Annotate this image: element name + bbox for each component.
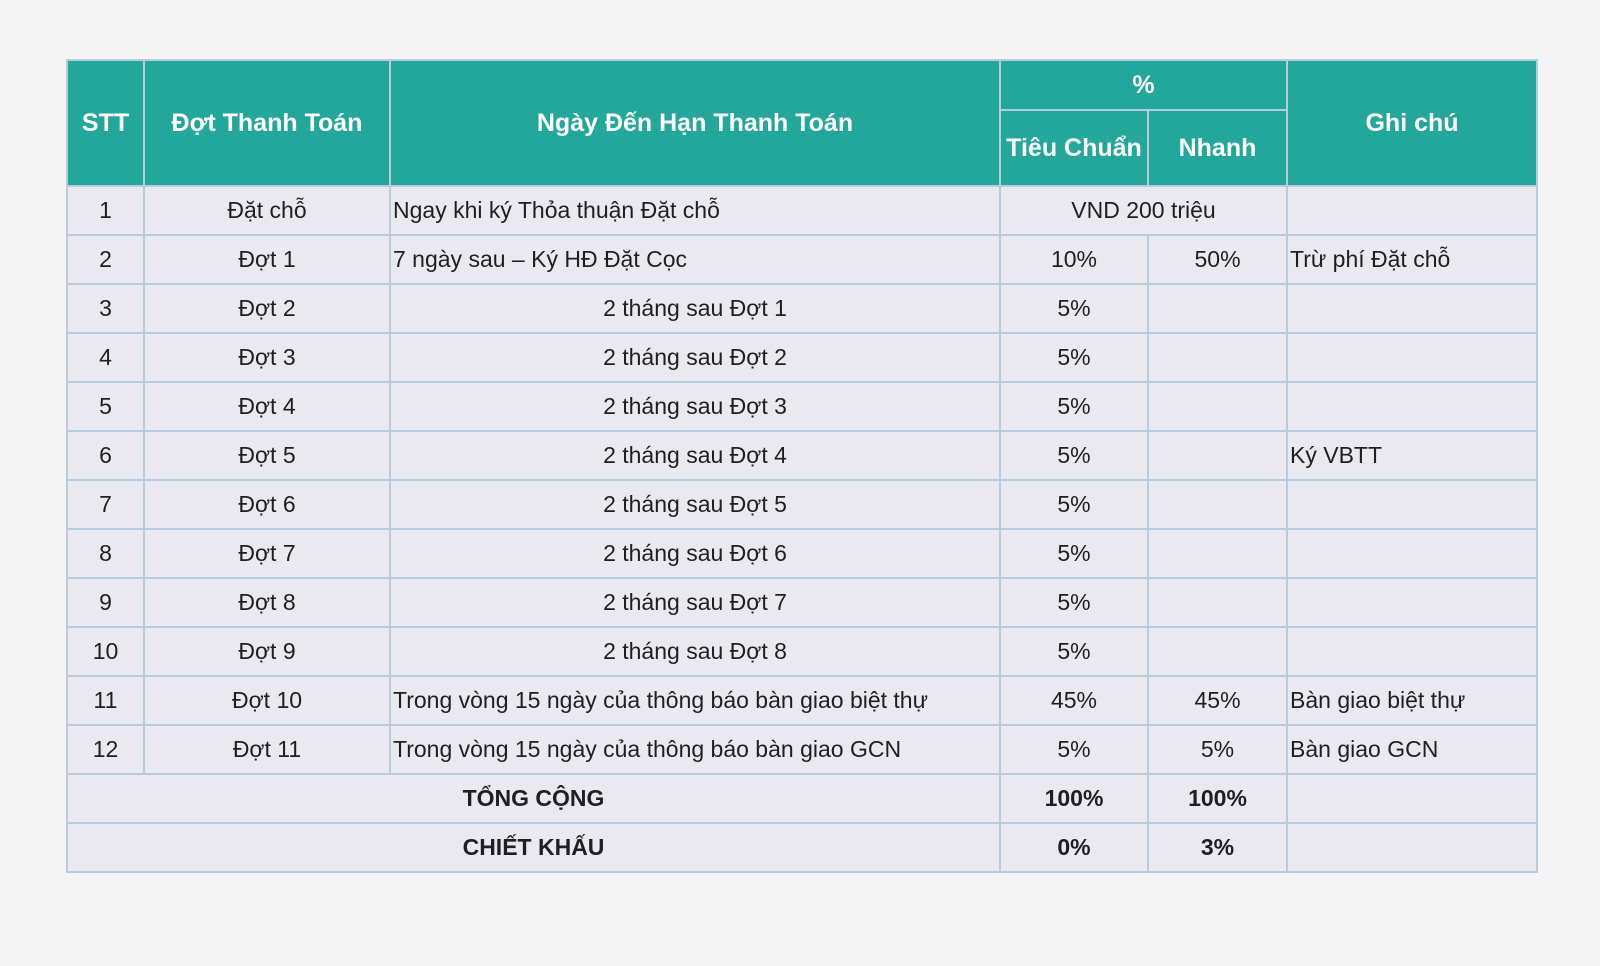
cell-ghi-chu: Ký VBTT xyxy=(1287,431,1537,480)
cell-dot: Đợt 6 xyxy=(144,480,390,529)
table-row xyxy=(67,333,1537,382)
cell-stt: 11 xyxy=(67,676,144,725)
cell-merged-amount: VND 200 triệu xyxy=(1000,186,1287,235)
cell-stt: 8 xyxy=(67,529,144,578)
cell-tieu-chuan: 5% xyxy=(1000,382,1148,431)
table-row xyxy=(67,725,1537,774)
header-tieu-chuan: Tiêu Chuẩn xyxy=(1000,110,1148,186)
cell-ghi-chu xyxy=(1287,382,1537,431)
cell-stt: 1 xyxy=(67,186,144,235)
cell-ghi-chu xyxy=(1287,480,1537,529)
cell-dot: Đợt 4 xyxy=(144,382,390,431)
cell-nhanh xyxy=(1148,578,1287,627)
cell-stt: 3 xyxy=(67,284,144,333)
cell-nhanh xyxy=(1148,284,1287,333)
total-label: TỔNG CỘNG xyxy=(67,774,1000,823)
discount-label: CHIẾT KHẤU xyxy=(67,823,1000,872)
total-row xyxy=(67,774,1537,823)
cell-ghi-chu xyxy=(1287,333,1537,382)
cell-nhanh: 5% xyxy=(1148,725,1287,774)
cell-nhanh: 50% xyxy=(1148,235,1287,284)
cell-dot: Đợt 8 xyxy=(144,578,390,627)
cell-ngay: 2 tháng sau Đợt 4 xyxy=(390,431,1000,480)
cell-dot: Đợt 10 xyxy=(144,676,390,725)
table-body xyxy=(67,186,1537,872)
header-dot-thanh-toan: Đợt Thanh Toán xyxy=(144,60,390,186)
table-row xyxy=(67,627,1537,676)
table-row xyxy=(67,529,1537,578)
table-row xyxy=(67,480,1537,529)
cell-dot: Đợt 2 xyxy=(144,284,390,333)
discount-ghi-chu xyxy=(1287,823,1537,872)
cell-ghi-chu xyxy=(1287,627,1537,676)
cell-ngay: 7 ngày sau – Ký HĐ Đặt Cọc xyxy=(390,235,1000,284)
discount-row xyxy=(67,823,1537,872)
header-nhanh: Nhanh xyxy=(1148,110,1287,186)
cell-tieu-chuan: 5% xyxy=(1000,284,1148,333)
table-row xyxy=(67,431,1537,480)
cell-ngay: Trong vòng 15 ngày của thông báo bàn giao GCN xyxy=(390,725,1000,774)
cell-ngay: 2 tháng sau Đợt 5 xyxy=(390,480,1000,529)
total-tieu-chuan: 100% xyxy=(1000,774,1148,823)
table-row xyxy=(67,382,1537,431)
cell-ghi-chu: Bàn giao biệt thự xyxy=(1287,676,1537,725)
cell-stt: 9 xyxy=(67,578,144,627)
cell-dot: Đợt 11 xyxy=(144,725,390,774)
payment-table xyxy=(66,59,1538,873)
cell-nhanh xyxy=(1148,431,1287,480)
cell-tieu-chuan: 5% xyxy=(1000,578,1148,627)
cell-ngay: 2 tháng sau Đợt 7 xyxy=(390,578,1000,627)
cell-ghi-chu: Trừ phí Đặt chỗ xyxy=(1287,235,1537,284)
total-ghi-chu xyxy=(1287,774,1537,823)
cell-dot: Đợt 9 xyxy=(144,627,390,676)
cell-ngay: 2 tháng sau Đợt 8 xyxy=(390,627,1000,676)
cell-ghi-chu xyxy=(1287,186,1537,235)
cell-dot: Đợt 3 xyxy=(144,333,390,382)
cell-tieu-chuan: 5% xyxy=(1000,333,1148,382)
cell-tieu-chuan: 5% xyxy=(1000,725,1148,774)
header-percent: % xyxy=(1000,60,1287,110)
cell-ngay: Ngay khi ký Thỏa thuận Đặt chỗ xyxy=(390,186,1000,235)
table-row xyxy=(67,676,1537,725)
table-row xyxy=(67,284,1537,333)
table-row xyxy=(67,186,1537,235)
cell-nhanh: 45% xyxy=(1148,676,1287,725)
cell-dot: Đợt 5 xyxy=(144,431,390,480)
cell-nhanh xyxy=(1148,382,1287,431)
table-row xyxy=(67,578,1537,627)
header-row-top xyxy=(67,60,1537,110)
cell-dot: Đợt 7 xyxy=(144,529,390,578)
table-row xyxy=(67,235,1537,284)
cell-nhanh xyxy=(1148,529,1287,578)
cell-tieu-chuan: 10% xyxy=(1000,235,1148,284)
cell-ngay: 2 tháng sau Đợt 3 xyxy=(390,382,1000,431)
cell-ghi-chu: Bàn giao GCN xyxy=(1287,725,1537,774)
header-stt: STT xyxy=(67,60,144,186)
cell-ngay: 2 tháng sau Đợt 6 xyxy=(390,529,1000,578)
cell-stt: 5 xyxy=(67,382,144,431)
cell-ngay: Trong vòng 15 ngày của thông báo bàn giao biệt thự xyxy=(390,676,1000,725)
cell-nhanh xyxy=(1148,480,1287,529)
cell-stt: 12 xyxy=(67,725,144,774)
cell-nhanh xyxy=(1148,333,1287,382)
header-ngay-den-han: Ngày Đến Hạn Thanh Toán xyxy=(390,60,1000,186)
payment-schedule xyxy=(66,59,1536,873)
cell-tieu-chuan: 5% xyxy=(1000,529,1148,578)
table-header xyxy=(67,60,1537,186)
cell-dot: Đặt chỗ xyxy=(144,186,390,235)
cell-tieu-chuan: 5% xyxy=(1000,431,1148,480)
cell-stt: 6 xyxy=(67,431,144,480)
cell-stt: 4 xyxy=(67,333,144,382)
cell-nhanh xyxy=(1148,627,1287,676)
total-nhanh: 100% xyxy=(1148,774,1287,823)
discount-tieu-chuan: 0% xyxy=(1000,823,1148,872)
cell-ngay: 2 tháng sau Đợt 1 xyxy=(390,284,1000,333)
cell-ghi-chu xyxy=(1287,529,1537,578)
cell-tieu-chuan: 45% xyxy=(1000,676,1148,725)
cell-stt: 10 xyxy=(67,627,144,676)
cell-tieu-chuan: 5% xyxy=(1000,480,1148,529)
cell-stt: 7 xyxy=(67,480,144,529)
cell-dot: Đợt 1 xyxy=(144,235,390,284)
cell-ghi-chu xyxy=(1287,578,1537,627)
header-ghi-chu: Ghi chú xyxy=(1287,60,1537,186)
cell-ghi-chu xyxy=(1287,284,1537,333)
cell-tieu-chuan: 5% xyxy=(1000,627,1148,676)
cell-ngay: 2 tháng sau Đợt 2 xyxy=(390,333,1000,382)
cell-stt: 2 xyxy=(67,235,144,284)
discount-nhanh: 3% xyxy=(1148,823,1287,872)
